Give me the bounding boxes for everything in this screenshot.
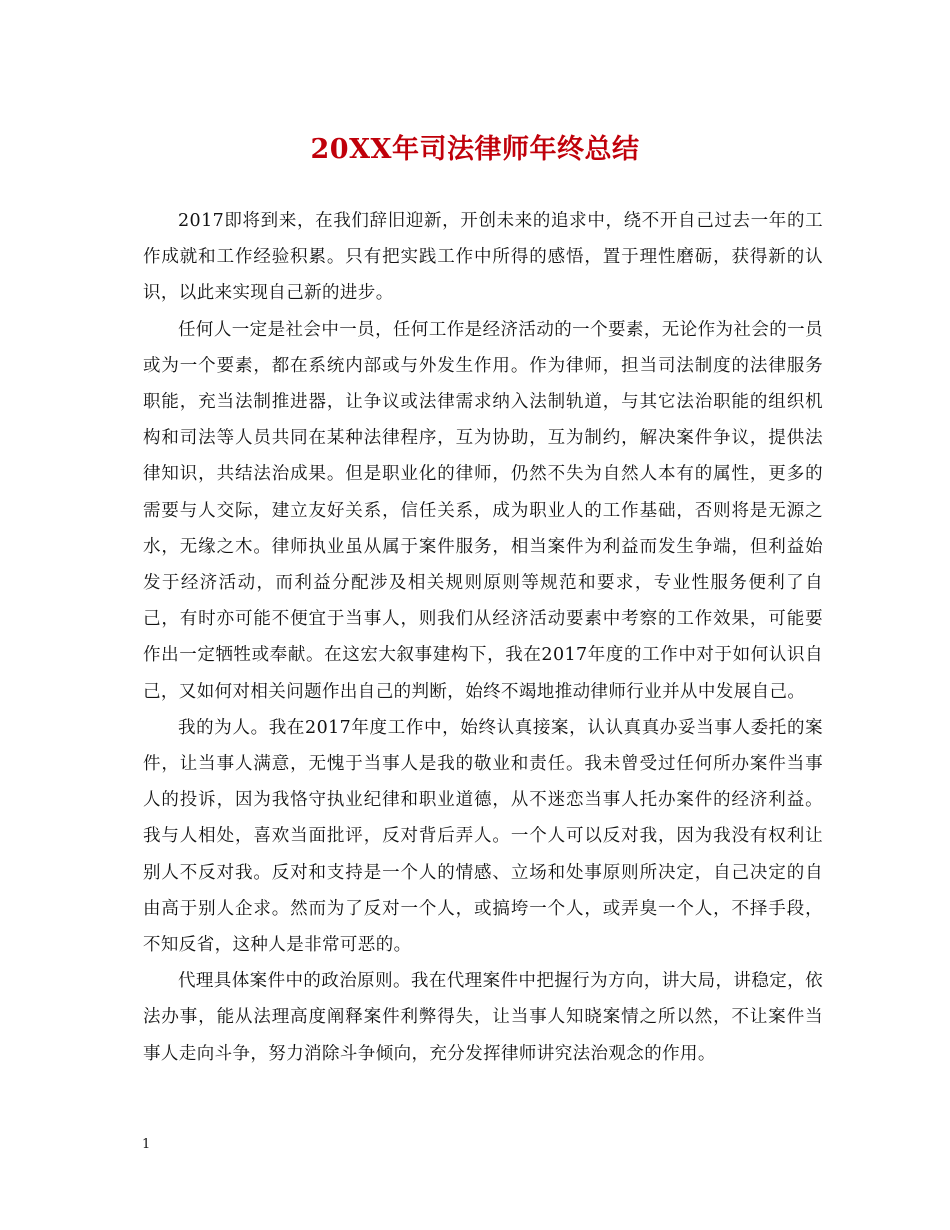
paragraph: 2017即将到来，在我们辞旧迎新，开创未来的追求中，绕不开自己过去一年的工作成就和工作经验积累。只有把实践工作中所得的感悟，置于理性磨砺，获得新的认识，以此来实现自己新的进步。: [143, 211, 823, 304]
paragraph: 代理具体案件中的政治原则。我在代理案件中把握行为方向，讲大局，讲稳定，依法办事，能从法理高度阐释案件利弊得失，让当事人知晓案情之所以然，不让案件当事人走向斗争，努力消除斗争倾向，充分发挥律师讲究法治观念的作用。: [143, 971, 823, 1064]
document-title: 20XX年司法律师年终总结: [310, 134, 640, 165]
document-body: [143, 203, 823, 1072]
paragraph: 我的为人。我在2017年度工作中，始终认真接案，认认真真办妥当事人委托的案件，让当事人满意，无愧于当事人是我的敬业和责任。我未曾受过任何所办案件当事人的投诉，因为我恪守执业纪律和职业道德，从不迷恋当事人托办案件的经济利益。我与人相处，喜欢当面批评，反对背后弄人。一个人可以反对我，因为我没有权利让别人不反对我。反对和支持是一个人的情感、立场和处事原则所决定，自己决定的自由高于别人企求。然而为了反对一个人，或搞垮一个人，或弄臭一个人，不择手段，不知反省，这种人是非常可恶的。: [143, 717, 823, 956]
page-number: 1: [142, 1137, 151, 1152]
paragraph: 任何人一定是社会中一员，任何工作是经济活动的一个要素，无论作为社会的一员或为一个要素，都在系统内部或与外发生作用。作为律师，担当司法制度的法律服务职能，充当法制推进器，让争议或法律需求纳入法制轨道，与其它法治职能的组织机构和司法等人员共同在某种法律程序，互为协助，互为制约，解决案件争议，提供法律知识，共结法治成果。但是职业化的律师，仍然不失为自然人本有的属性，更多的需要与人交际，建立友好关系，信任关系，成为职业人的工作基础，否则将是无源之水，无缘之木。律师执业虽从属于案件服务，相当案件为利益而发生争端，但利益始发于经济活动，而利益分配涉及相关规则原则等规范和要求，专业性服务便利了自己，有时亦可能不便宜于当事人，则我们从经济活动要素中考察的工作效果，可能要作出一定牺牲或奉献。在这宏大叙事建构下，我在2017年度的工作中对于如何认识自己，又如何对相关问题作出自己的判断，始终不竭地推动律师行业并从中发展自己。: [143, 319, 823, 702]
